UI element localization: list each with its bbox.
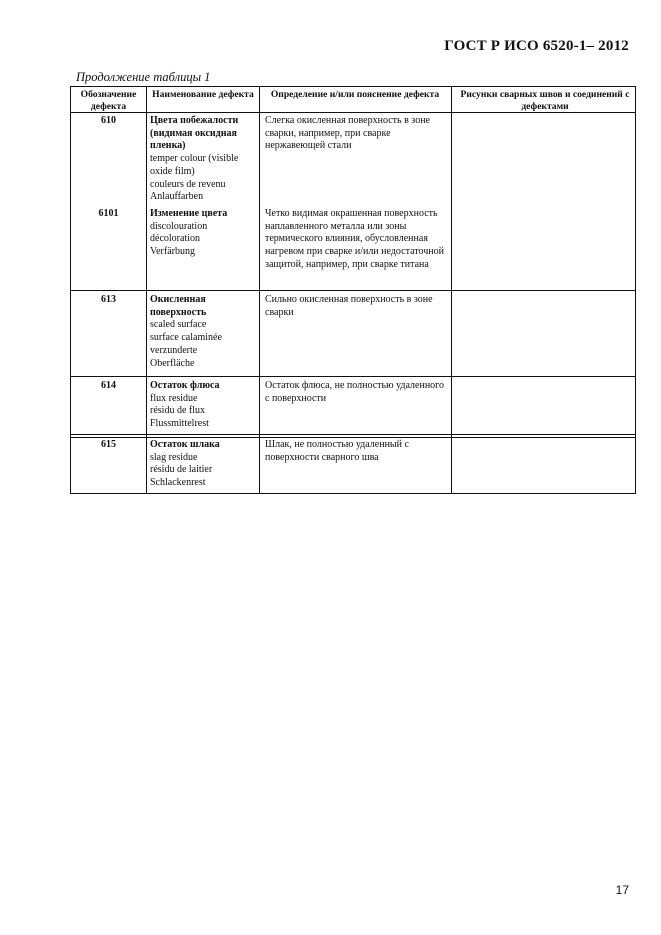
defect-name-ru: Изменение цвета: [150, 208, 228, 219]
defect-name-fr: surface calaminée: [150, 332, 222, 344]
defect-name-de: Oberfläche: [150, 357, 195, 369]
header-row-divider: [71, 112, 635, 113]
defect-name-fr: couleurs de revenu: [150, 178, 226, 190]
defect-name-en: discolouration: [150, 220, 208, 232]
document-title: ГОСТ Р ИСО 6520-1– 2012: [444, 38, 629, 54]
defect-name: [150, 208, 258, 259]
defect-code: 615: [101, 439, 116, 450]
defect-name: [150, 439, 258, 490]
row-divider: [71, 376, 635, 377]
defect-name-fr: décoloration: [150, 233, 200, 245]
defect-definition: Четко видимая окрашенная поверхность наплавленного металла или зоны термического влияния, обусловленная нагревом при сварке и/или недостаточной защитой, например, при сварке титана: [265, 208, 444, 270]
column-header-code: Обозначение дефекта: [80, 89, 137, 112]
defect-name-de: Flussmittelrest: [150, 418, 209, 430]
defect-name-ru: Остаток шлака: [150, 439, 220, 450]
defect-name-ru: Остаток флюса: [150, 380, 220, 391]
defect-code: 613: [101, 294, 116, 305]
row-divider: [71, 437, 635, 438]
column-header-name: Наименование дефекта: [152, 89, 254, 100]
row-divider: [71, 290, 635, 291]
defect-definition: Остаток флюса, не полностью удаленного с поверхности: [265, 380, 445, 404]
column-header-figures: Рисунки сварных швов и соединений с дефектами: [460, 89, 630, 112]
defect-name-en: scaled surface: [150, 319, 207, 331]
defect-name-fr: résidu de laitier: [150, 464, 213, 476]
defect-name: [150, 294, 258, 370]
defect-name-de: Verfärbung: [150, 246, 195, 258]
defect-name: [150, 380, 258, 431]
row-divider: [71, 434, 635, 435]
defect-name-de: Anlauffarben: [150, 191, 204, 203]
defect-name-en: oxide film): [150, 165, 195, 177]
defect-name-en: slag residue: [150, 451, 198, 463]
defect-name-fr: résidu de flux: [150, 405, 205, 417]
defect-name-ru: Окисленная поверхность: [150, 294, 207, 318]
column-header-definition: Определение и/или пояснение дефекта: [270, 89, 440, 100]
defect-definition: Слегка окисленная поверхность в зоне сварки, например, при сварке нержавеющей стали: [265, 115, 430, 152]
defect-code: 614: [101, 380, 116, 391]
defects-table: [70, 86, 636, 494]
defect-code: 610: [101, 115, 116, 126]
defect-name-ru: Цвета побежалости (видимая оксидная пленка): [150, 115, 239, 152]
defect-name-en: temper colour (visible: [150, 153, 239, 165]
page-number: 17: [615, 883, 629, 897]
defect-name-de: Schlackenrest: [150, 477, 206, 489]
defect-definition: Шлак, не полностью удаленный с поверхности сварного шва: [265, 439, 409, 463]
defect-name: [150, 115, 258, 204]
defect-definition: Сильно окисленная поверхность в зоне сварки: [265, 294, 433, 318]
table-caption: Продолжение таблицы 1: [76, 70, 211, 84]
defect-code: 6101: [98, 208, 119, 219]
defect-name-en: flux residue: [150, 392, 198, 404]
defect-name-de: verzunderte: [150, 344, 198, 356]
